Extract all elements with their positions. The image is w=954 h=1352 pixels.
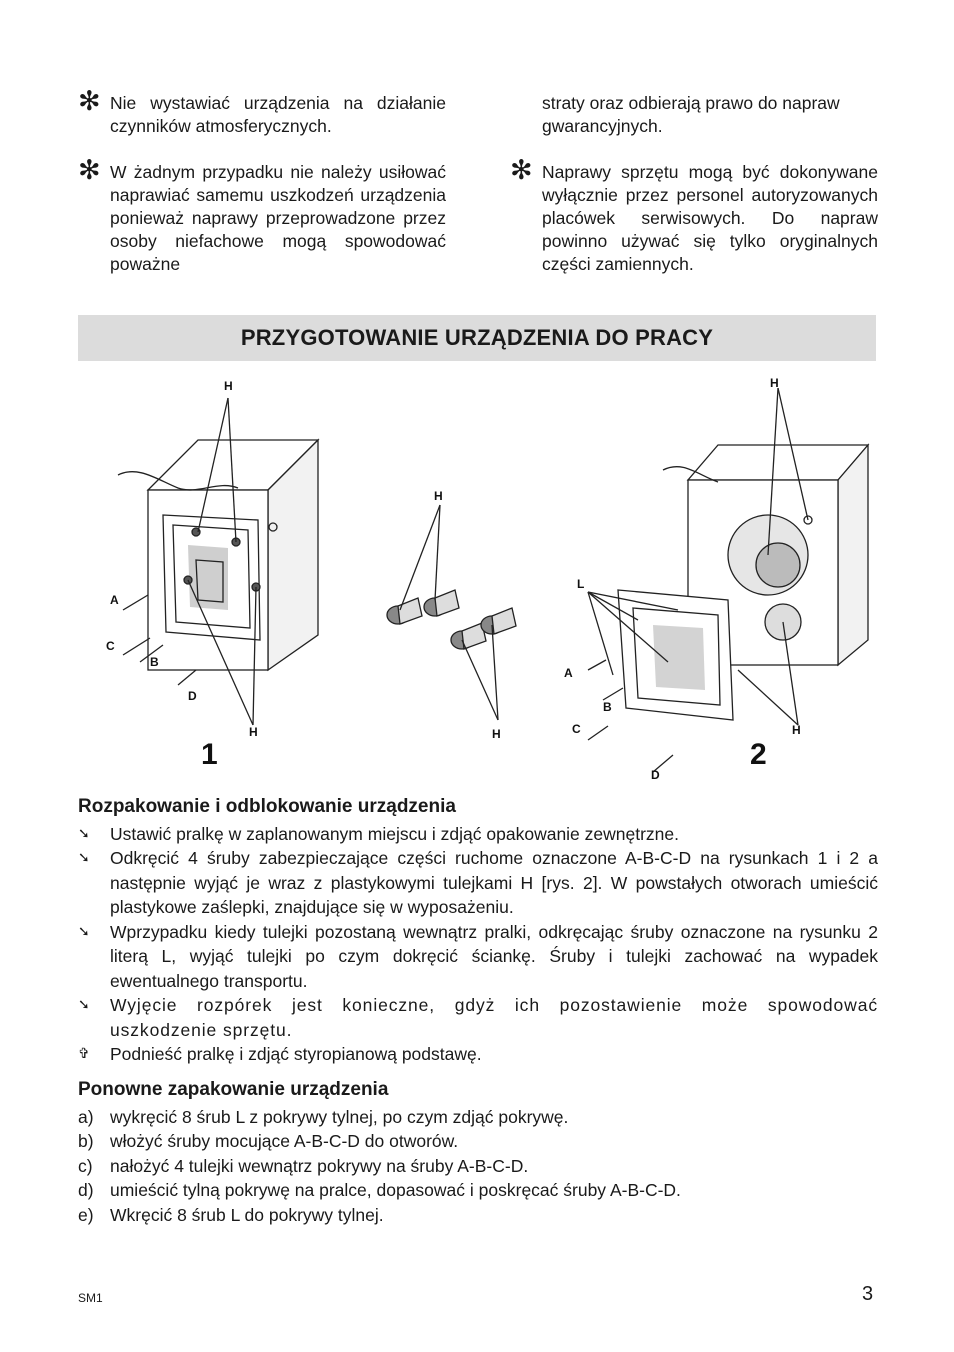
list-marker: e) (78, 1204, 94, 1225)
note-item (78, 86, 446, 138)
asterisk-bullet-icon: ✻ (510, 155, 533, 186)
banner-title: PRZYGOTOWANIE URZĄDZENIA DO PRACY (240, 325, 714, 350)
label-h: H (770, 376, 779, 390)
washing-machine-diagram (78, 370, 878, 790)
list-item (78, 1042, 878, 1067)
note-item (510, 155, 878, 276)
label-h: H (792, 723, 801, 737)
list-item-text: Wyjęcie rozpórek jest konieczne, gdyż ich pozostawienie może spowodować uszkodzenie sprzętu. (110, 995, 878, 1040)
unpacking-section (78, 795, 878, 1067)
label-h: H (492, 727, 501, 741)
machine-fig-1 (118, 398, 318, 725)
list-item-text: umieścić tylną pokrywę na pralce, dopasować i poskręcać śruby A-B-C-D. (110, 1180, 681, 1200)
section-banner (78, 315, 876, 361)
list-marker: c) (78, 1155, 93, 1176)
bushings-middle (387, 505, 516, 720)
label-c: C (572, 722, 581, 736)
notes-right-column (510, 92, 878, 299)
label-a: A (110, 593, 119, 607)
list-marker: d) (78, 1180, 94, 1200)
label-a: A (564, 666, 573, 680)
list-item (78, 1105, 878, 1130)
note-text: Nie wystawiać urządzenia na działanie czynników atmosferycznych. (110, 93, 446, 136)
list-item (78, 1154, 878, 1179)
list-item-text: nałożyć 4 tulejki wewnątrz pokrywy na śruby A-B-C-D. (110, 1155, 529, 1176)
figure-number-1: 1 (201, 738, 218, 771)
label-h: H (224, 379, 233, 393)
list-item (78, 1178, 878, 1203)
label-d: D (651, 768, 660, 782)
label-c: C (106, 639, 115, 653)
arrow-bullet-icon: ➘ (78, 850, 90, 866)
note-text: Naprawy sprzętu mogą być dokonywane wyłącznie przez personel autoryzowanych placówek serwisowych. Do napraw powinno używać się tylko oryginalnych części zamiennych. (542, 162, 878, 274)
label-h: H (434, 489, 443, 503)
list-item-text: Wprzypadku kiedy tulejki pozostaną wewnątrz pralki, odkręcając śruby oznaczone na rysunku 2 literą L, wyjąć tulejki po czym dokręcić ściankę. Śruby i tulejki zachować na wypadek ewentualnego transportu. (110, 921, 878, 991)
list-item-text: Wkręcić 8 śrub L do pokrywy tylnej. (110, 1204, 384, 1225)
label-h: H (249, 725, 258, 739)
document-code: SM1 (78, 1291, 103, 1305)
asterisk-bullet-icon: ✻ (78, 86, 101, 117)
list-item (78, 1203, 878, 1228)
list-item-text: wykręcić 8 śrub L z pokrywy tylnej, po czym zdjąć pokrywę. (110, 1106, 569, 1127)
note-continuation: straty oraz odbierają prawo do napraw gwarancyjnych. (542, 93, 840, 136)
arrow-bullet-icon: ➘ (78, 997, 91, 1013)
list-item (78, 822, 878, 847)
list-item-text: Odkręcić 4 śruby zabezpieczające części ruchome oznaczone A-B-C-D na rysunkach 1 i 2 a następnie wyjąć je wraz z plastykowymi tulejkami H [rys. 2]. W powstałych otworach umieścić plastykowe zaślepki, znajdujące się w wyposażeniu. (110, 848, 878, 917)
repacking-section (78, 1078, 878, 1227)
note-text: W żadnym przypadku nie należy usiłować naprawiać samemu uszkodzeń urządzenia ponieważ naprawy przeprowadzone przez osoby niefachowe mogą spowodować poważne (110, 162, 446, 274)
list-item (78, 993, 878, 1042)
note-item (78, 155, 446, 276)
notes-left-column (78, 86, 446, 299)
list-marker: b) (78, 1131, 94, 1151)
label-l: L (577, 577, 585, 591)
label-d: D (188, 689, 197, 703)
lift-bullet-icon: ✞ (78, 1046, 90, 1062)
assembly-illustration (78, 370, 878, 790)
list-item (78, 1129, 878, 1154)
list-marker: a) (78, 1106, 94, 1127)
list-item-text: Podnieść pralkę i zdjąć styropianową podstawę. (110, 1044, 482, 1064)
page-number: 3 (862, 1283, 874, 1305)
list-item (78, 920, 878, 994)
machine-fig-2 (588, 388, 868, 772)
list-item-text: Ustawić pralkę w zaplanowanym miejscu i zdjąć opakowanie zewnętrzne. (110, 823, 680, 844)
arrow-bullet-icon: ➘ (78, 825, 90, 842)
list-item (78, 846, 878, 920)
section-heading: Ponowne zapakowanie urządzenia (78, 1079, 389, 1100)
label-b: B (150, 655, 159, 669)
label-b: B (603, 700, 612, 714)
list-item-text: włożyć śruby mocujące A-B-C-D do otworów. (110, 1131, 459, 1151)
section-heading: Rozpakowanie i odblokowanie urządzenia (78, 796, 456, 817)
arrow-bullet-icon: ➘ (78, 923, 90, 940)
asterisk-bullet-icon: ✻ (78, 155, 101, 186)
figure-number-2: 2 (750, 738, 767, 771)
